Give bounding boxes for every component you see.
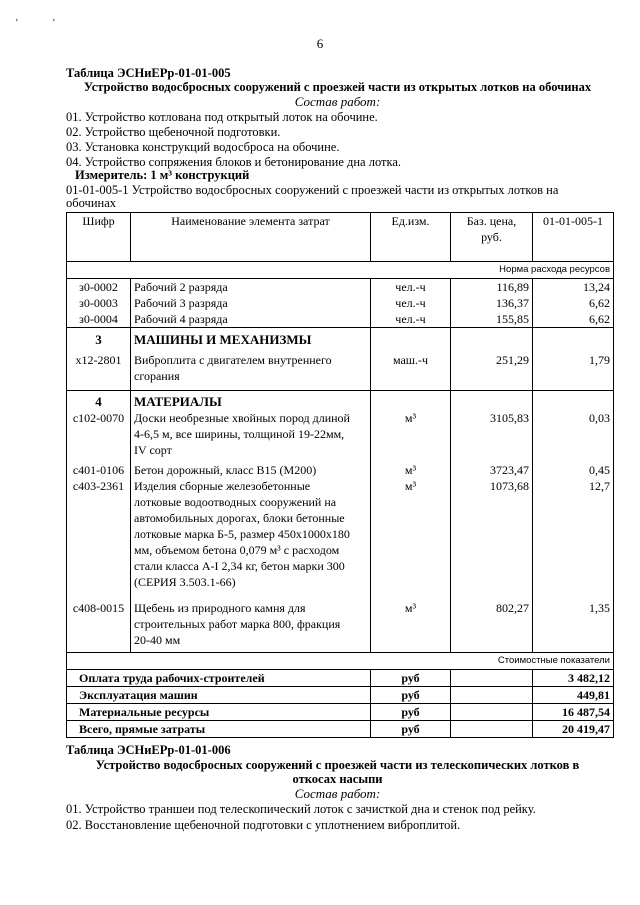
row-name-line: Изделия сборные железобетонные bbox=[134, 479, 311, 493]
table-title: Таблица ЭСНиЕРр-01-01-005 bbox=[66, 66, 231, 80]
row-price: 155,85 bbox=[451, 311, 533, 328]
row-name-line: автомобильных дорогах, блоки бетонные bbox=[134, 511, 345, 525]
row-name-line: IV сорт bbox=[134, 443, 172, 457]
row-unit: маш.-ч bbox=[371, 348, 451, 391]
row-unit: м³ bbox=[371, 462, 451, 478]
row-name: Рабочий 4 разряда bbox=[131, 311, 371, 328]
row-name bbox=[131, 348, 371, 391]
table-subtitle: Устройство водосбросных сооружений с проезжей части из телескопических лотков в bbox=[95, 758, 580, 772]
total-unit: руб bbox=[371, 687, 451, 704]
total-value: 16 487,54 bbox=[533, 704, 614, 721]
scan-mark: ' bbox=[16, 18, 18, 29]
row-unit: м³ bbox=[371, 478, 451, 600]
row-name-line: 4-6,5 м, все ширины, толщиной 19-22мм, bbox=[134, 427, 345, 441]
total-value: 3 482,12 bbox=[533, 670, 614, 687]
table-row bbox=[67, 279, 614, 296]
code-description-cont: обочинах bbox=[66, 196, 116, 210]
row-name: Рабочий 3 разряда bbox=[131, 295, 371, 311]
total-name: Оплата труда рабочих-строителей bbox=[67, 670, 371, 687]
total-unit: руб bbox=[371, 704, 451, 721]
row-qty: 6,62 bbox=[533, 295, 614, 311]
section-number: 3 bbox=[67, 328, 131, 349]
cost-row bbox=[67, 653, 614, 670]
total-name: Материальные ресурсы bbox=[67, 704, 371, 721]
row-unit: чел.-ч bbox=[371, 311, 451, 328]
row-unit: чел.-ч bbox=[371, 295, 451, 311]
row-qty: 1,79 bbox=[533, 348, 614, 391]
header-unit: Ед.изм. bbox=[371, 213, 451, 262]
table-row bbox=[67, 311, 614, 328]
row-qty: 6,62 bbox=[533, 311, 614, 328]
table-row bbox=[67, 600, 614, 653]
section-title: МАШИНЫ И МЕХАНИЗМЫ bbox=[131, 328, 371, 349]
norm-row bbox=[67, 262, 614, 279]
header-code: 01-01-005-1 bbox=[533, 213, 614, 262]
total-row bbox=[67, 687, 614, 704]
row-unit: м³ bbox=[371, 410, 451, 462]
total-value: 449,81 bbox=[533, 687, 614, 704]
row-price: 1073,68 bbox=[451, 478, 533, 600]
scan-mark: ' bbox=[53, 18, 55, 29]
row-name-line: (СЕРИЯ 3.503.1-66) bbox=[134, 575, 236, 589]
table-row bbox=[67, 410, 614, 462]
row-name bbox=[131, 410, 371, 462]
row-name-line: 20-40 мм bbox=[134, 633, 181, 647]
work-item: 02. Устройство щебеночной подготовки. bbox=[66, 125, 281, 139]
total-row bbox=[67, 670, 614, 687]
row-name-line: строительных работ марка 800, фракция bbox=[134, 617, 341, 631]
row-qty: 12,7 bbox=[533, 478, 614, 600]
total-name: Эксплуатация машин bbox=[67, 687, 371, 704]
table-row bbox=[67, 478, 614, 600]
measurement-unit: Измеритель: 1 м³ конструкций bbox=[75, 168, 250, 182]
row-name: Бетон дорожный, класс B15 (M200) bbox=[131, 462, 371, 478]
section-row bbox=[67, 391, 614, 411]
row-price: 3723,47 bbox=[451, 462, 533, 478]
total-row bbox=[67, 704, 614, 721]
row-code: с401-0106 bbox=[67, 462, 131, 478]
row-price: 802,27 bbox=[451, 600, 533, 653]
row-code: з0-0004 bbox=[67, 311, 131, 328]
work-item: 01. Устройство траншеи под телескопический лоток с зачисткой дна и стенок под рейку. bbox=[66, 802, 536, 816]
composition-label: Состав работ: bbox=[294, 786, 381, 801]
row-name-line: сгорания bbox=[134, 369, 180, 383]
total-unit: руб bbox=[371, 670, 451, 687]
work-item: 01. Устройство котлована под открытый лоток на обочине. bbox=[66, 110, 378, 124]
row-name-line: лотковые марка Б-5, размер 450х1000х180 bbox=[134, 527, 350, 541]
row-price: 251,29 bbox=[451, 348, 533, 391]
table-subtitle-cont: откосах насыпи bbox=[292, 772, 383, 786]
total-row bbox=[67, 721, 614, 738]
row-qty: 0,45 bbox=[533, 462, 614, 478]
table-row bbox=[67, 295, 614, 311]
table-title: Таблица ЭСНиЕРр-01-01-006 bbox=[66, 743, 231, 757]
table-header-row bbox=[67, 213, 614, 262]
row-qty: 13,24 bbox=[533, 279, 614, 296]
row-name-line: стали класса А-I 2,34 кг, бетон марки 300 bbox=[134, 559, 345, 573]
total-unit: руб bbox=[371, 721, 451, 738]
row-code: с408-0015 bbox=[67, 600, 131, 653]
row-price: 136,37 bbox=[451, 295, 533, 311]
row-code: з0-0002 bbox=[67, 279, 131, 296]
row-qty: 1,35 bbox=[533, 600, 614, 653]
row-code: с102-0070 bbox=[67, 410, 131, 462]
code-description: 01-01-005-1 Устройство водосбросных сооружений с проезжей части из открытых лотков на bbox=[66, 183, 559, 197]
norm-label: Норма расхода ресурсов bbox=[67, 262, 614, 279]
table-row bbox=[67, 462, 614, 478]
row-code: з0-0003 bbox=[67, 295, 131, 311]
work-item: 04. Устройство сопряжения блоков и бетонирование дна лотка. bbox=[66, 155, 402, 169]
row-unit: м³ bbox=[371, 600, 451, 653]
row-name-line: лотковые водоотводных сооружений на bbox=[134, 495, 337, 509]
total-name: Всего, прямые затраты bbox=[67, 721, 371, 738]
total-value: 20 419,47 bbox=[533, 721, 614, 738]
header-price-line2: руб. bbox=[481, 230, 502, 244]
row-unit: чел.-ч bbox=[371, 279, 451, 296]
row-name: Рабочий 2 разряда bbox=[131, 279, 371, 296]
row-qty: 0,03 bbox=[533, 410, 614, 462]
work-item: 02. Восстановление щебеночной подготовки с уплотнением виброплитой. bbox=[66, 818, 461, 832]
header-name: Наименование элемента затрат bbox=[131, 213, 371, 262]
row-name-line: мм, объемом бетона 0,079 м³ с расходом bbox=[134, 543, 340, 557]
table-subtitle: Устройство водосбросных сооружений с проезжей части из открытых лотков на обочинах bbox=[83, 80, 592, 94]
section-row bbox=[67, 328, 614, 349]
header-price-line1: Баз. цена, bbox=[466, 214, 517, 228]
header-cipher: Шифр bbox=[67, 213, 131, 262]
row-name-line: Щебень из природного камня для bbox=[134, 601, 306, 615]
composition-label: Состав работ: bbox=[294, 94, 381, 109]
cost-label: Стоимостные показатели bbox=[67, 653, 614, 670]
work-item: 03. Установка конструкций водосброса на обочине. bbox=[66, 140, 340, 154]
estimate-table bbox=[66, 212, 614, 738]
row-code: с403-2361 bbox=[67, 478, 131, 600]
row-name bbox=[131, 478, 371, 600]
row-price: 116,89 bbox=[451, 279, 533, 296]
row-name-line: Виброплита с двигателем внутреннего bbox=[134, 353, 332, 367]
row-code: х12-2801 bbox=[67, 348, 131, 391]
row-name bbox=[131, 600, 371, 653]
row-name-line: Доски необрезные хвойных пород длиной bbox=[134, 411, 350, 425]
section-title: МАТЕРИАЛЫ bbox=[131, 391, 371, 411]
section-number: 4 bbox=[67, 391, 131, 411]
page-number: 6 bbox=[316, 36, 324, 51]
table-row bbox=[67, 348, 614, 391]
header-price bbox=[451, 213, 533, 262]
row-price: 3105,83 bbox=[451, 410, 533, 462]
